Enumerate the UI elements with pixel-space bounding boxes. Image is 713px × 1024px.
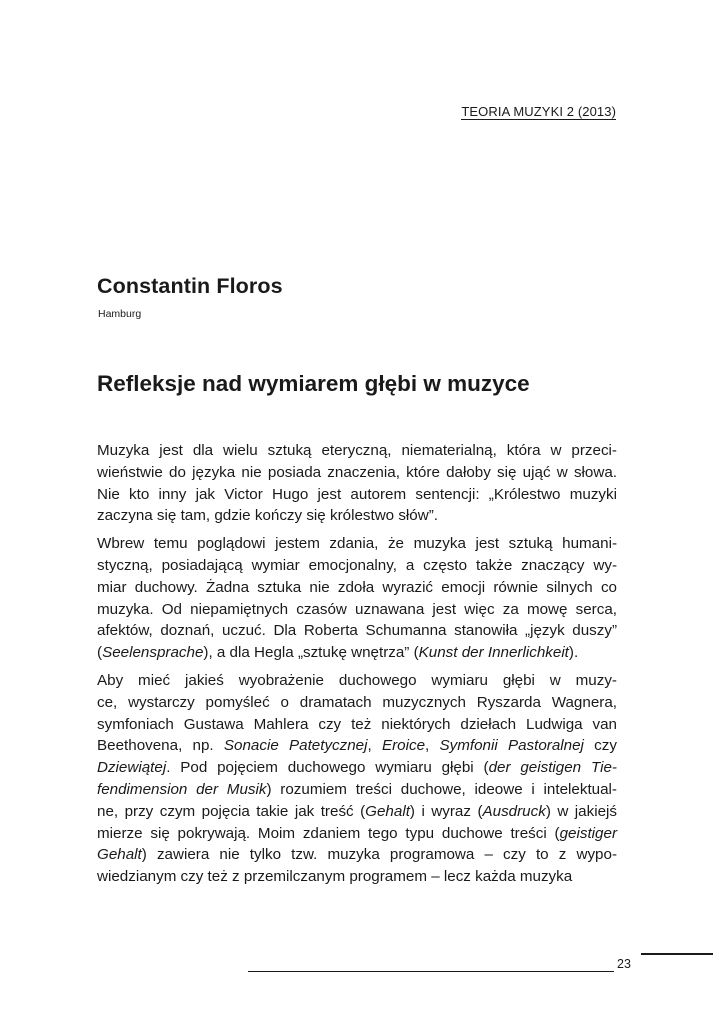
italic-term: Eroice bbox=[381, 737, 426, 755]
text-segment: , bbox=[367, 737, 382, 755]
text-segment: symfoniach Gustawa Mahlera czy też niektórych dziełach Ludwiga van bbox=[97, 715, 617, 733]
italic-term: Symfonii Pastoralnej bbox=[439, 737, 584, 755]
paragraph bbox=[97, 440, 617, 527]
text-segment: , bbox=[425, 737, 440, 755]
text-line bbox=[97, 670, 617, 692]
text-line bbox=[97, 823, 617, 845]
italic-term: geistiger bbox=[559, 824, 617, 842]
text-segment: ) rozumiem treści duchowe, ideowe i intelektual- bbox=[266, 780, 617, 798]
text-line bbox=[97, 866, 617, 888]
text-segment: . Pod pojęciem duchowego wymiaru głębi ( bbox=[166, 759, 489, 777]
text-segment: miar duchowy. Żadna sztuka nie zdoła wyrazić emocji równie silnych co bbox=[97, 578, 617, 596]
text-segment: Beethovena, np. bbox=[97, 737, 224, 755]
italic-term: Gehalt bbox=[365, 802, 410, 820]
text-line bbox=[97, 801, 617, 823]
italic-term: Sonacie Patetycznej bbox=[223, 737, 368, 755]
text-line bbox=[97, 735, 617, 757]
text-segment: Aby mieć jakieś wyobrażenie duchowego wymiaru głębi w muzy- bbox=[97, 671, 617, 689]
italic-term: Seelensprache bbox=[102, 644, 204, 662]
text-segment: Nie kto inny jak Victor Hugo jest autorem sentencji: „Królestwo muzyki bbox=[97, 485, 617, 503]
text-line bbox=[97, 533, 617, 555]
text-line bbox=[97, 577, 617, 599]
text-segment: wiedzianym czy też z przemilczanym programem – lecz każda muzyka bbox=[97, 868, 573, 886]
text-segment: Muzyka jest dla wielu sztuką eteryczną, niematerialną, która w przeci- bbox=[97, 442, 617, 459]
text-segment: muzyka. Od niepamiętnych czasów uznawana jest więc za mowę serca, bbox=[97, 600, 617, 618]
paragraph bbox=[97, 533, 617, 664]
text-line bbox=[97, 779, 617, 801]
page-number: 23 bbox=[617, 957, 631, 971]
italic-term: Gehalt bbox=[97, 846, 142, 864]
text-segment: ) zawiera nie tylko tzw. muzyka programowa – czy to z wypo- bbox=[141, 846, 617, 864]
text-line bbox=[97, 505, 617, 527]
paragraph bbox=[97, 670, 617, 888]
text-line bbox=[97, 714, 617, 736]
text-segment: ce, wystarczy pomyśleć o dramatach muzycznych Ryszarda Wagnera, bbox=[97, 693, 617, 711]
article-body bbox=[97, 440, 617, 894]
article-title: Refleksje nad wymiarem głębi w muzyce bbox=[97, 371, 530, 396]
italic-term: Ausdruck bbox=[482, 802, 546, 820]
author-affiliation: Hamburg bbox=[98, 308, 142, 320]
text-segment: czy bbox=[583, 737, 617, 755]
text-segment: ). bbox=[568, 644, 579, 662]
text-segment: ) i wyraz ( bbox=[409, 802, 483, 820]
italic-term: Kunst der Innerlichkeit bbox=[418, 644, 569, 662]
text-line bbox=[97, 440, 617, 462]
text-segment: Wbrew temu poglądowi jestem zdania, że muzyka jest sztuką humani- bbox=[97, 535, 617, 553]
text-segment: afektów, doznań, uczuć. Dla Roberta Schumanna stanowiła „język duszy” bbox=[97, 622, 617, 640]
text-segment: ne, przy czym pojęcia takie jak treść ( bbox=[97, 802, 366, 820]
text-segment: styczną, posiadającą wymiar emocjonalny, a często także znaczący wy- bbox=[97, 556, 617, 574]
text-line bbox=[97, 620, 617, 642]
footer-rule bbox=[248, 971, 614, 972]
italic-term: fendimension der Musik bbox=[97, 780, 267, 798]
running-header: TEORIA MUZYKI 2 (2013) bbox=[461, 104, 616, 119]
text-line bbox=[97, 692, 617, 714]
text-line bbox=[97, 757, 617, 779]
text-line bbox=[97, 844, 617, 866]
text-segment: ), a dla Hegla „sztukę wnętrza” ( bbox=[203, 644, 419, 662]
author-name: Constantin Floros bbox=[97, 274, 283, 298]
italic-term: Dziewiątej bbox=[97, 759, 167, 777]
text-segment: wieństwie do języka nie posiada znaczenia, które dałoby się ująć w słowa. bbox=[97, 463, 617, 481]
text-segment: ) w jakiejś bbox=[545, 802, 617, 820]
text-segment: ( bbox=[97, 644, 103, 662]
text-line bbox=[97, 462, 617, 484]
italic-term: der geistigen Tie- bbox=[488, 759, 617, 777]
text-segment: zaczyna się tam, gdzie kończy się królestwo słów”. bbox=[97, 507, 438, 525]
text-line bbox=[97, 642, 617, 664]
text-line bbox=[97, 555, 617, 577]
corner-rule bbox=[641, 953, 713, 955]
text-segment: mierze się pokrywają. Moim zdaniem tego typu duchowe treści ( bbox=[97, 824, 560, 842]
text-line bbox=[97, 599, 617, 621]
text-line bbox=[97, 484, 617, 506]
